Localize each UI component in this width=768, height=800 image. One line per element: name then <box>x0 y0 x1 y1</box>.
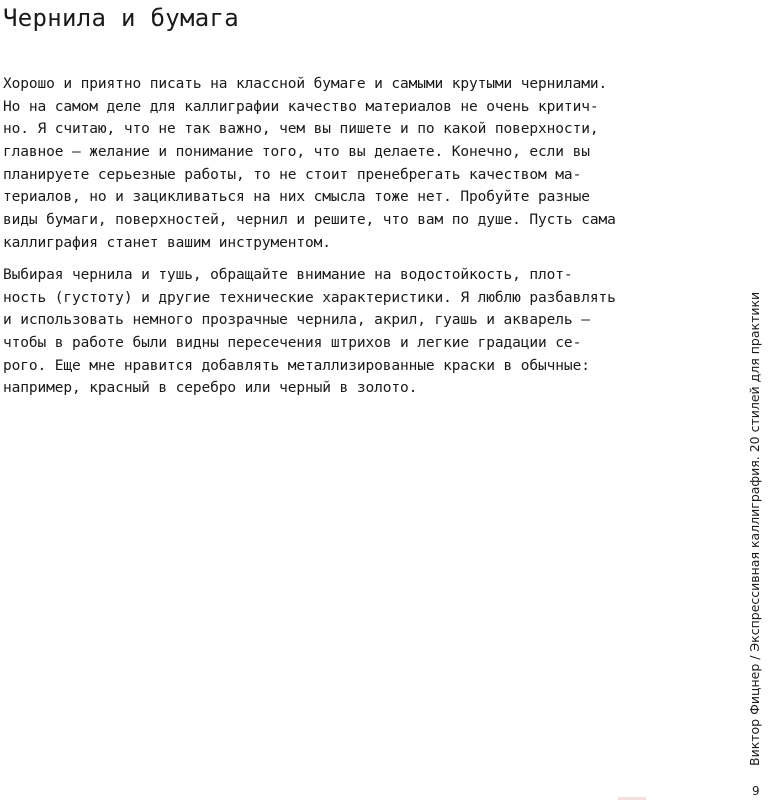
text-line: каллиграфия станет вашим инструментом. <box>3 234 331 251</box>
running-footer-text: Виктор Фицнер / Экспрессивная каллиграфия. 20 стилей для практики <box>747 291 762 766</box>
paragraph-2 <box>3 264 643 400</box>
text-line: Выбирая чернила и тушь, обращайте внимание на водостойкость, плот- <box>3 267 573 283</box>
text-line: Но на самом деле для каллиграфии качество материалов не очень критич- <box>3 98 599 115</box>
text-line: ность (густоту) и другие технические характеристики. Я люблю разбавлять <box>3 289 616 306</box>
paragraph-1 <box>3 73 643 255</box>
text-line: главное — желание и понимание того, что вы делаете. Конечно, если вы <box>3 144 590 161</box>
text-line: планируете серьезные работы, то не стоит пренебрегать качеством ма- <box>3 166 582 183</box>
text-line: виды бумаги, поверхностей, чернил и решите, что вам по душе. Пусть сама <box>3 212 616 229</box>
page-number: 9 <box>752 784 760 798</box>
text-line: Хорошо и приятно писать на классной бумаге и самыми крутыми чернилами. <box>3 76 608 92</box>
text-line: териалов, но и зацикливаться на них смысла тоже нет. Пробуйте разные <box>3 189 590 206</box>
text-line: рого. Еще мне нравится добавлять металлизированные краски в обычные: <box>3 357 590 374</box>
text-line: чтобы в работе были видны пересечения штрихов и легкие градации се- <box>3 335 582 352</box>
text-line: но. Я считаю, что не так важно, чем вы пишете и по какой поверхности, <box>3 121 599 138</box>
text-line: и использовать немного прозрачные чернила, акрил, гуашь и акварель — <box>3 312 590 329</box>
page-title: Чернила и бумага <box>3 4 239 32</box>
text-line: например, красный в серебро или черный в золото. <box>3 380 418 397</box>
